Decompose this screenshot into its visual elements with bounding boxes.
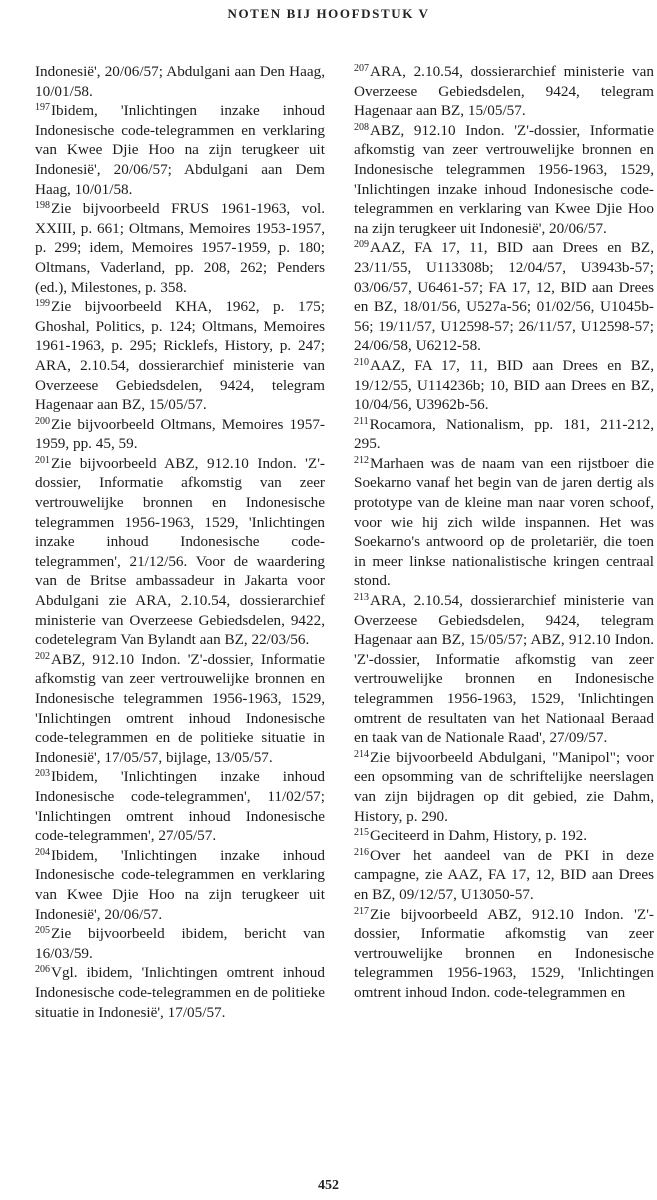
footnote-text: ARA, 2.10.54, dossierarchief ministerie van Overzeese Gebiedsdelen, 9424, telegram Hagenaar aan BZ, 15/05/57.	[354, 63, 654, 120]
footnote	[354, 356, 654, 415]
footnote-number: 208	[354, 121, 369, 133]
running-header: NOTEN BIJ HOOFDSTUK V	[227, 6, 430, 21]
footnote-number: 203	[35, 768, 50, 780]
footnote	[35, 454, 325, 650]
footnote-text: Zie bijvoorbeeld Oltmans, Memoires 1957-1959, pp. 45, 59.	[35, 415, 325, 453]
footnote-continued	[35, 62, 325, 101]
footnote-text: ABZ, 912.10 Indon. 'Z'-dossier, Informatie afkomstig van zeer vertrouwelijke bronnen en Indonesische telegrammen 1956-1963, 1529, 'Inlichtingen omtrent inhoud Indonesische code-telegrammen en de politieke situatie in Indonesië', 17/05/57, bijlage, 13/05/57.	[35, 650, 325, 766]
footnote	[354, 415, 654, 454]
footnote-text: Zie bijvoorbeeld ibidem, bericht van 16/03/59.	[35, 925, 325, 962]
footnote-text: Over het aandeel van de PKI in deze campagne, zie AAZ, FA 17, 12, BID aan Drees en BZ, 09/12/57, U13050-57.	[354, 846, 654, 903]
footnote	[354, 121, 654, 239]
footnote-number: 209	[354, 239, 369, 251]
footnote	[354, 238, 654, 356]
footnote-number: 212	[354, 454, 369, 466]
left-column	[35, 62, 325, 1022]
footnote-text: AAZ, FA 17, 11, BID aan Drees en BZ, 23/11/55, U113308b; 12/04/57, U3943b-57; 03/06/57, U6461-57; FA 17, 12, BID aan Drees en BZ, 18/01/56, U527a-56; 01/02/56, U1045b-56; 19/11/57, U12598-57; 26/11/57, U12598-57; 24/06/58, U6212-58.	[354, 239, 654, 355]
footnote-number: 210	[354, 356, 369, 368]
footnote	[354, 905, 654, 1003]
right-column	[354, 62, 654, 1003]
footnote-number: 217	[354, 905, 369, 917]
footnote-text: AAZ, FA 17, 11, BID aan Drees en BZ, 19/12/55, U114236b; 10, BID aan Drees en BZ, 10/04/56, U3962b-56.	[354, 356, 654, 414]
footnote-number: 213	[354, 592, 369, 604]
footnote	[35, 650, 325, 768]
footnote-number: 207	[354, 63, 369, 74]
footnote	[354, 826, 654, 846]
footnote-text: ARA, 2.10.54, dossierarchief ministerie van Overzeese Gebiedsdelen, 9424, telegram Hagenaar aan BZ, 15/05/57; ABZ, 912.10 Indon. 'Z'-dossier, Informatie afkomstig van zeer vertrouwelijke bronnen en Indonesische telegrammen 1956-1963, 1529, 'Inlichtingen omtrent de resultaten van het Nationaal Beraad en taak van de Nationale Raad', 27/09/57.	[354, 592, 654, 747]
footnote-number: 202	[35, 650, 50, 662]
footnote	[35, 846, 325, 924]
footnote	[354, 748, 654, 826]
footnote-text: Marhaen was de naam van een rijstboer die Soekarno vanaf het begin van de jaren dertig als prototype van de kleine man naar voren schoof, voor wie hij zich wilde inspannen. Het was Soekarno's antwoord op de proletariër, die toen in meer linkse nationalistische kringen centraal stond.	[354, 454, 654, 590]
footnote-text: Vgl. ibidem, 'Inlichtingen omtrent inhoud Indonesische code-telegrammen en de politieke situatie in Indonesië', 17/05/57.	[35, 964, 325, 1021]
footnote	[35, 924, 325, 963]
footnote-text: Zie bijvoorbeeld ABZ, 912.10 Indon. 'Z'-dossier, Informatie afkomstig van zeer vertrouwelijke bronnen en Indonesische telegrammen 1956-1963, 1529, 'Inlichtingen omtrent inhoud Indon. code-telegrammen en	[354, 905, 654, 1001]
footnote-text: Zie bijvoorbeeld Abdulgani, "Manipol"; voor een opsomming van de schriftelijke neerslagen van zijn bijdragen op dit gebied, zie Dahm, History, p. 290.	[354, 748, 654, 825]
footnote-text: Zie bijvoorbeeld FRUS 1961-1963, vol. XXIII, p. 661; Oltmans, Memoires 1953-1957, p. 299; idem, Memoires 1957-1959, p. 180; Oltmans, Vaderland, pp. 208, 262; Penders (ed.), Milestones, p. 358.	[35, 200, 325, 296]
footnote-number: 199	[35, 298, 50, 310]
page-number: 452	[318, 1178, 339, 1193]
footnote-text: ABZ, 912.10 Indon. 'Z'-dossier, Informatie afkomstig van zeer vertrouwelijke bronnen en Indonesische telegrammen 1956-1963, 1529, 'Inlichtingen inzake inhoud Indonesische code-telegrammen en verklaring van Kwee Djie Hoo na zijn terugkeer uit Indonesië', 20/06/57.	[354, 121, 654, 237]
footnote-text: Ibidem, 'Inlichtingen inzake inhoud Indonesische code-telegrammen en verklaring van Kwee Djie Hoo na zijn terugkeer uit Indonesië', 20/06/57.	[35, 846, 325, 923]
footnote-text: Ibidem, 'Inlichtingen inzake inhoud Indonesische code-telegrammen', 11/02/57; 'Inlichtingen omtrent inhoud Indonesische code-telegrammen', 27/05/57.	[35, 768, 325, 845]
footnote-number: 204	[35, 846, 50, 858]
footnote	[35, 297, 325, 415]
footnote-number: 206	[35, 964, 50, 976]
footnote-number: 216	[354, 846, 369, 858]
footnote-number: 215	[354, 827, 369, 839]
footnote	[354, 591, 654, 748]
footnote	[35, 963, 325, 1022]
footnote-text: Indonesië', 20/06/57; Abdulgani aan Den Haag, 10/01/58.	[35, 63, 325, 100]
footnote	[354, 846, 654, 905]
footnote-number: 211	[354, 415, 369, 427]
footnote-number: 198	[35, 200, 50, 212]
footnote	[354, 454, 654, 591]
footnote-number: 214	[354, 748, 369, 760]
footnote	[35, 767, 325, 845]
footnote-number: 201	[35, 454, 50, 466]
footnote	[354, 62, 654, 121]
footnote	[35, 199, 325, 297]
footnote-text: Zie bijvoorbeeld KHA, 1962, p. 175; Ghoshal, Politics, p. 124; Oltmans, Memoires 1961-1963, p. 295; Ricklefs, History, p. 247; ARA, 2.10.54, dossierarchief ministerie van Overzeese Gebiedsdelen, 9424, telegram Hagenaar aan BZ, 15/05/57.	[35, 298, 325, 414]
footnote-text: Geciteerd in Dahm, History, p. 192.	[370, 827, 588, 845]
footnote-number: 200	[35, 415, 50, 427]
footnote-text: Ibidem, 'Inlichtingen inzake inhoud Indonesische code-telegrammen en verklaring van Kwee Djie Hoo na zijn terugkeer uit Indonesië', 20/06/57; Abdulgani aan Dem Haag, 10/01/58.	[35, 102, 325, 198]
footnote-number: 197	[35, 102, 50, 114]
footnote	[35, 101, 325, 199]
footnote	[35, 415, 325, 454]
footnote-text: Rocamora, Nationalism, pp. 181, 211-212, 295.	[354, 415, 654, 453]
footnote-number: 205	[35, 925, 50, 937]
footnote-text: Zie bijvoorbeeld ABZ, 912.10 Indon. 'Z'-dossier, Informatie afkomstig van zeer vertrouwelijke bronnen en Indonesische telegrammen 1956-1963, 1529, 'Inlichtingen inzake inhoud Indonesische code-telegrammen', 21/12/56. Voor de waardering van de Britse ambassadeur in Jakarta voor Abdulgani zie ARA, 2.10.54, dossierarchief ministerie van Overzeese Gebiedsdelen, 9422, codetelegram Van Bylandt aan BZ, 22/03/56.	[35, 454, 325, 649]
